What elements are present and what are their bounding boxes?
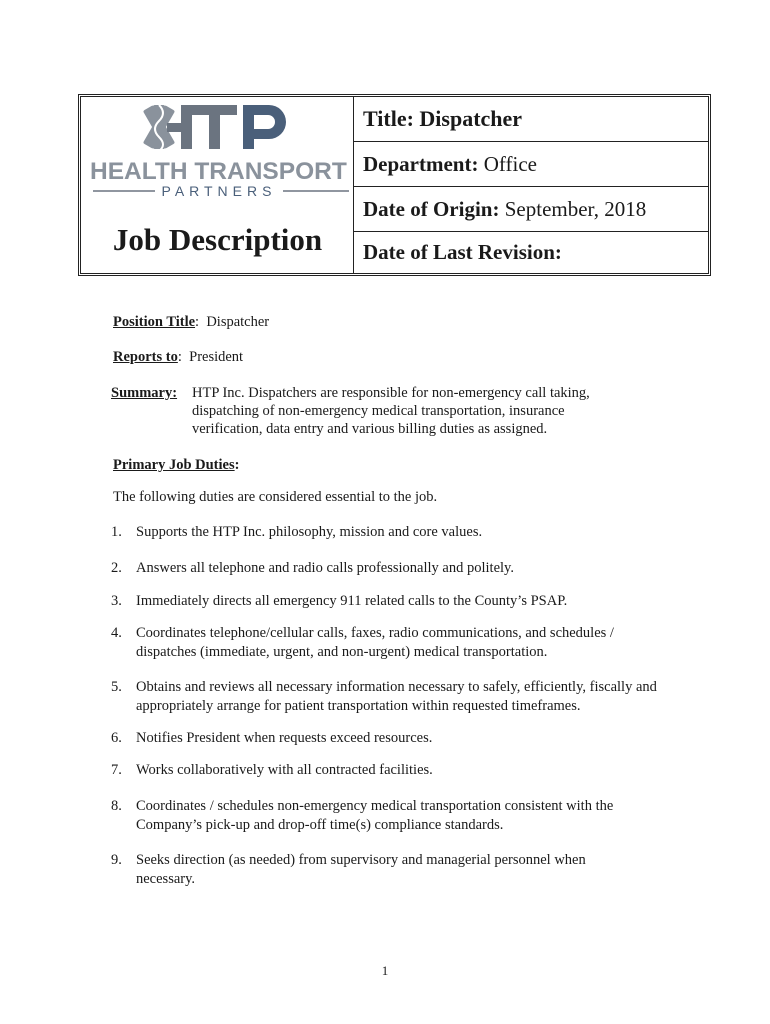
duty-number: 3.: [111, 593, 122, 609]
duty-text: Seeks direction (as needed) from supervisory and managerial personnel when necessary.: [136, 852, 586, 887]
department-value: Office: [483, 151, 537, 176]
duty-text: Supports the HTP Inc. philosophy, mission and core values.: [136, 524, 483, 540]
doc-type-heading: Job Description: [112, 222, 323, 257]
reports-to-line: Reports to: President: [113, 349, 244, 365]
duty-number: 4.: [111, 625, 122, 641]
title-label: Title:: [363, 106, 414, 131]
duty-text: Notifies President when requests exceed resources.: [136, 730, 433, 746]
origin-row: [354, 187, 708, 232]
duties-heading-text: Primary Job Duties: [113, 457, 235, 473]
summary-line: verification, data entry and various billing duties as assigned.: [192, 421, 548, 437]
header-table: [78, 94, 711, 276]
revision-label: Date of Last Revision:: [363, 240, 562, 264]
duty-text: Obtains and reviews all necessary information necessary to safely, efficiently, fiscally and appropriately arrange for patient transportation within requested timeframes.: [136, 679, 657, 714]
summary-label-text: Summary:: [111, 385, 178, 401]
logo-subtext: PARTNERS: [161, 183, 277, 199]
duty-item: [111, 523, 671, 542]
duties-heading: Primary Job Duties:: [113, 457, 240, 473]
duty-number: 5.: [111, 679, 122, 695]
duty-text: Immediately directs all emergency 911 related calls to the County’s PSAP.: [136, 593, 568, 609]
logo-text: HEALTH TRANSPORT: [90, 158, 347, 185]
duties-intro: The following duties are considered essential to the job.: [113, 489, 438, 505]
header-logo-cell: [81, 97, 354, 273]
duty-item: [111, 797, 651, 834]
duty-item: [111, 761, 671, 780]
department-row: [354, 142, 708, 187]
reports-to-label: Reports to: [113, 349, 178, 365]
origin-label: Date of Origin:: [363, 196, 500, 221]
duty-item: [111, 678, 661, 715]
duty-number: 6.: [111, 730, 122, 746]
duty-number: 1.: [111, 524, 122, 540]
summary-line: dispatching of non-emergency medical transportation, insurance: [192, 403, 565, 419]
summary-text: [192, 384, 662, 438]
duty-item: [111, 729, 671, 748]
department-label: Department:: [363, 151, 479, 176]
duty-text: Coordinates / schedules non-emergency medical transportation consistent with the Company’s pick-up and drop-off time(s) compliance standards.: [136, 798, 614, 833]
reports-to-value: President: [189, 349, 244, 365]
duty-number: 7.: [111, 762, 122, 778]
duty-number: 9.: [111, 852, 122, 868]
title-value: Dispatcher: [419, 106, 523, 131]
summary-label: [111, 384, 177, 402]
position-title-label: Position Title: [113, 314, 196, 330]
htp-logo: [87, 99, 353, 199]
revision-row: [354, 232, 708, 273]
duty-text: Works collaboratively with all contracted facilities.: [136, 762, 433, 778]
origin-value: September, 2018: [504, 196, 647, 221]
duty-number: 8.: [111, 798, 122, 814]
position-title-line: Position Title: Dispatcher: [113, 314, 270, 330]
title-row: [354, 97, 708, 142]
duty-item: [111, 624, 631, 661]
duty-item: [111, 851, 631, 888]
header-info-cell: [354, 97, 708, 273]
page-number: 1: [381, 963, 389, 978]
duty-text: Coordinates telephone/cellular calls, faxes, radio communications, and schedules / dispatches (immediate, urgent, and non-urgent) medical transportation.: [136, 625, 614, 660]
duty-text: Answers all telephone and radio calls professionally and politely.: [136, 560, 514, 576]
duty-item: [111, 559, 671, 578]
duty-item: [111, 592, 671, 611]
position-title-value: Dispatcher: [206, 314, 270, 330]
duty-number: 2.: [111, 560, 122, 576]
summary-line: HTP Inc. Dispatchers are responsible for non-emergency call taking,: [192, 385, 590, 401]
